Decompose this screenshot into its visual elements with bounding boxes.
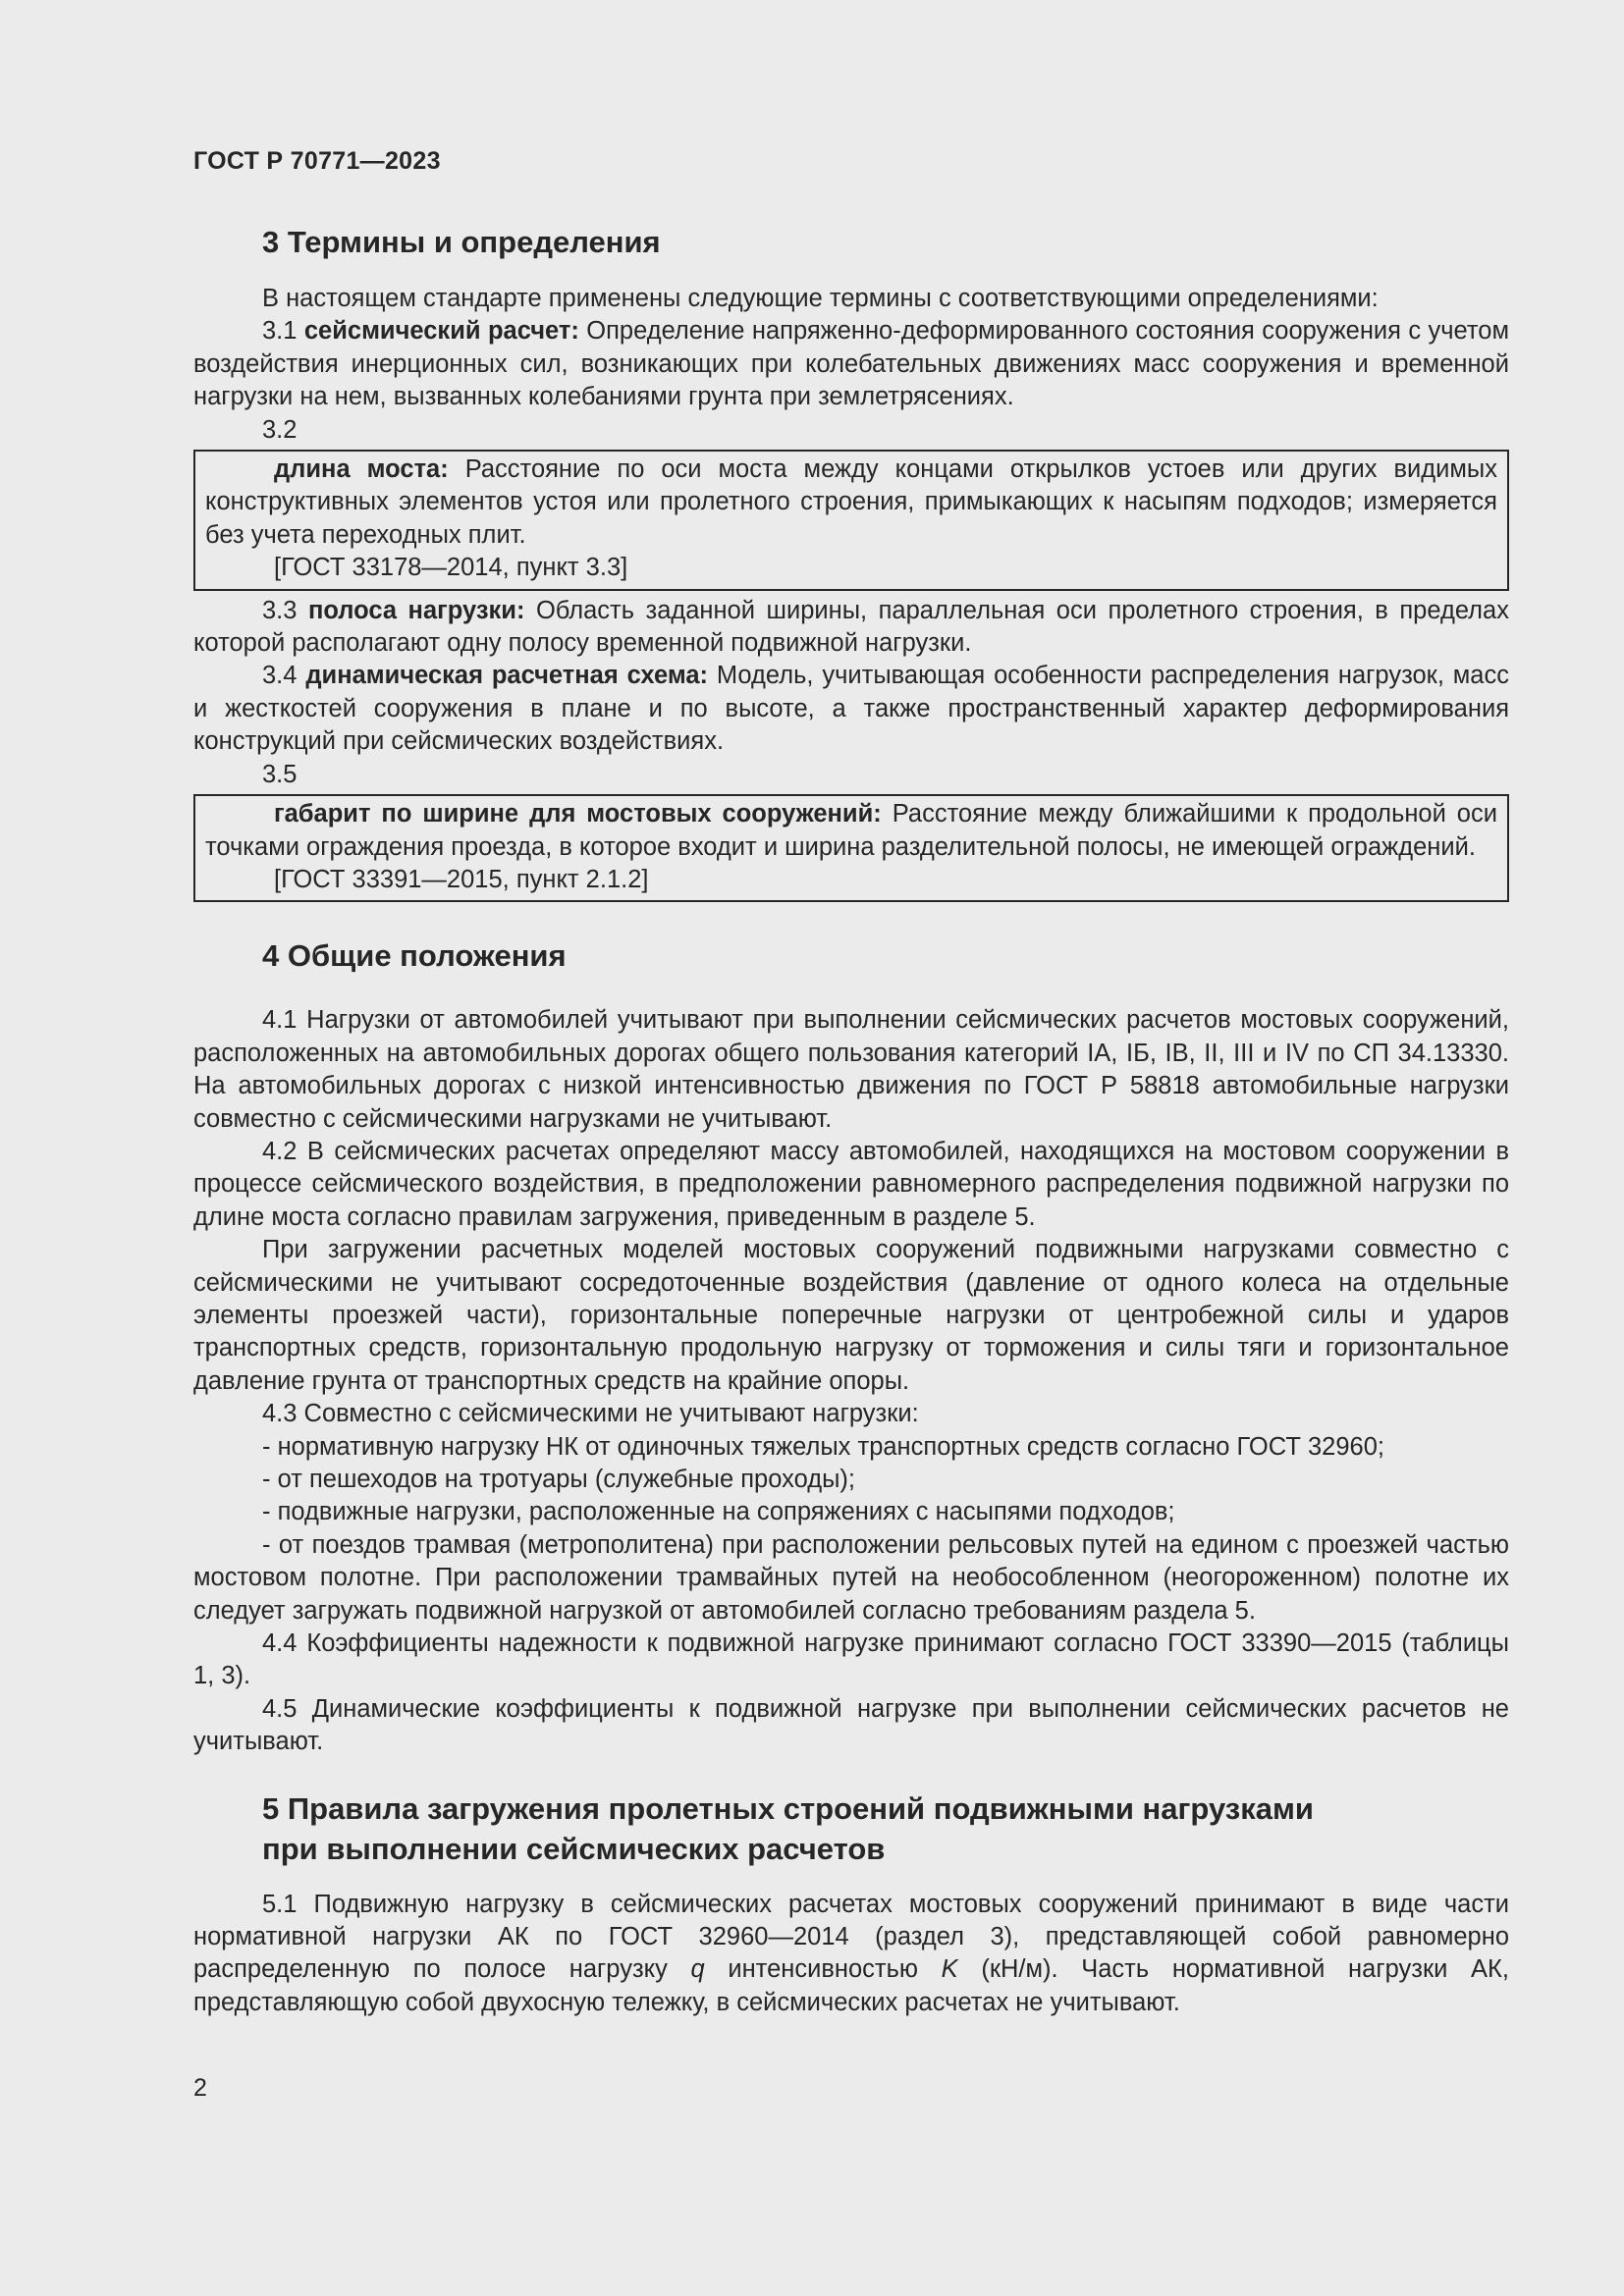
term-3-5-number: 3.5: [262, 760, 298, 788]
term-3-2-box: [193, 450, 1509, 591]
term-3-2-reference: [ГОСТ 33178—2014, пункт 3.3]: [274, 554, 628, 582]
clause-4-5: 4.5 Динамические коэффициенты к подвижной нагрузке при выполнении сейсмических расчетов не учитывают.: [193, 1694, 1509, 1756]
list-item: - нормативную нагрузку НК от одиночных тяжелых транспортных средств согласно ГОСТ 32960;: [262, 1432, 1384, 1461]
term-number: 3.4: [262, 662, 306, 690]
clause-4-3: 4.3 Совместно с сейсмическими не учитывают нагрузки:: [262, 1400, 919, 1428]
symbol-k: K: [941, 1955, 958, 1984]
term-3-2: [205, 454, 1497, 552]
section-5-heading: [193, 1789, 1509, 1869]
list-item: - от пешеходов на тротуары (служебные проходы);: [262, 1466, 855, 1493]
term-number: 3.3: [262, 596, 308, 624]
term-3-5: [205, 798, 1497, 864]
term-3-3: [193, 595, 1509, 661]
section-3-heading: 3 Термины и определения: [262, 225, 661, 259]
term-name: габарит по ширине для мостовых сооружений:: [274, 800, 882, 828]
clause-text: интенсивностью: [704, 1955, 942, 1984]
term-number: 3.1: [262, 317, 304, 346]
section-5-heading-line-2: при выполнении сейсмических расчетов: [262, 1831, 886, 1866]
term-definition: Область заданной ширины, параллельная оси пролетного строения, в пределах которой располагают одну полосу временной подвижной нагрузки.: [193, 596, 1509, 658]
page-content: [193, 222, 1509, 2019]
clause-text: (кН/м). Часть нормативной нагрузки АК, представляющую собой двухосную тележку, в сейсмических расчетах не учитывают.: [193, 1955, 1509, 2016]
clause-4-4: 4.4 Коэффициенты надежности к подвижной нагрузке принимают согласно ГОСТ 33390—2015 (таблицы 1, 3).: [193, 1629, 1509, 1690]
term-definition: Определение напряженно-деформированного состояния сооружения с учетом воздействия инерционных сил, возникающих при колебательных движениях масс сооружения и временной нагрузки на нем, вызванных колебаниями грунта при землетрясениях.: [193, 317, 1509, 411]
term-3-4: [193, 660, 1509, 758]
clause-4-2-continued: При загружении расчетных моделей мостовых сооружений подвижными нагрузками совместно с сейсмическими не учитывают сосредоточенные воздействия (давление от одного колеса на отдельные элементы проезжей части), горизонтальные поперечные нагрузки от центробежной силы и ударов транспортных средств, горизонтальную продольную нагрузку от торможения и силы тяги и горизонтальное давление грунта от транспортных средств на крайние опоры.: [193, 1236, 1509, 1395]
term-name: полоса нагрузки:: [307, 596, 525, 624]
term-definition: Расстояние по оси моста между концами открылков устоев или других видимых конструктивных элементов устоя или пролетного строения, примыкающих к насыпям подходов; измеряется без учета переходных плит.: [205, 455, 1498, 549]
term-3-5-reference: [ГОСТ 33391—2015, пункт 2.1.2]: [274, 865, 649, 893]
clause-text: 5.1 Подвижную нагрузку в сейсмических расчетах мостовых сооружений принимают в виде части нормативной нагрузки АК по ГОСТ 32960—2014 (раздел 3), представляющей собой равномерно распределенную по полосе нагрузку: [193, 1890, 1509, 1984]
term-definition: Расстояние между ближайшими к продольной оси точками ограждения проезда, в которое входит и ширина разделительной полосы, не имеющей ограждений.: [205, 800, 1497, 861]
symbol-q: q: [690, 1955, 705, 1984]
list-item: - подвижные нагрузки, расположенные на сопряжениях с насыпями подходов;: [262, 1498, 1175, 1526]
term-name: длина моста:: [274, 455, 449, 484]
page-number: 2: [193, 2074, 207, 2102]
term-definition: Модель, учитывающая особенности распределения нагрузок, масс и жесткостей сооружения в плане и по высоте, а также пространственный характер деформирования конструкций при сейсмических воздействиях.: [193, 662, 1509, 756]
document-code-header: ГОСТ Р 70771—2023: [193, 147, 441, 175]
clause-5-1: [193, 1889, 1509, 2020]
term-3-1: [193, 315, 1509, 413]
term-name: сейсмический расчет:: [303, 317, 579, 346]
section-4-heading: 4 Общие положения: [262, 938, 567, 974]
clause-4-2: 4.2 В сейсмических расчетах определяют массу автомобилей, находящихся на мостовом сооружении в процессе сейсмического воздействия, в предположении равномерного распределения подвижной нагрузки по длине моста согласно правилам загружения, приведенным в разделе 5.: [193, 1137, 1509, 1231]
section-5-heading-line-1: 5 Правила загружения пролетных строений подвижными нагрузками: [262, 1790, 1314, 1826]
term-3-2-number: 3.2: [262, 415, 298, 444]
clause-4-1: 4.1 Нагрузки от автомобилей учитывают при выполнении сейсмических расчетов мостовых сооружений, расположенных на автомобильных дорогах общего пользования категорий IA, IБ, IB, II, III и IV по СП 34.13330. На автомобильных дорогах с низкой интенсивностью движения по ГОСТ Р 58818 автомобильные нагрузки совместно с сейсмическими нагрузками не учитывают.: [193, 1006, 1509, 1133]
list-item: - от поездов трамвая (метрополитена) при расположении рельсовых путей на едином с проезжей частью мостовом полотне. При расположении трамвайных путей на необособленном (неогороженном) полотне их следует загружать подвижной нагрузкой от автомобилей согласно требованиям раздела 5.: [193, 1530, 1509, 1625]
term-name: динамическая расчетная схема:: [305, 662, 709, 690]
section-3-intro: В настоящем стандарте применены следующие термины с соответствующими определениями:: [262, 285, 1379, 312]
term-3-5-box: [193, 794, 1509, 902]
